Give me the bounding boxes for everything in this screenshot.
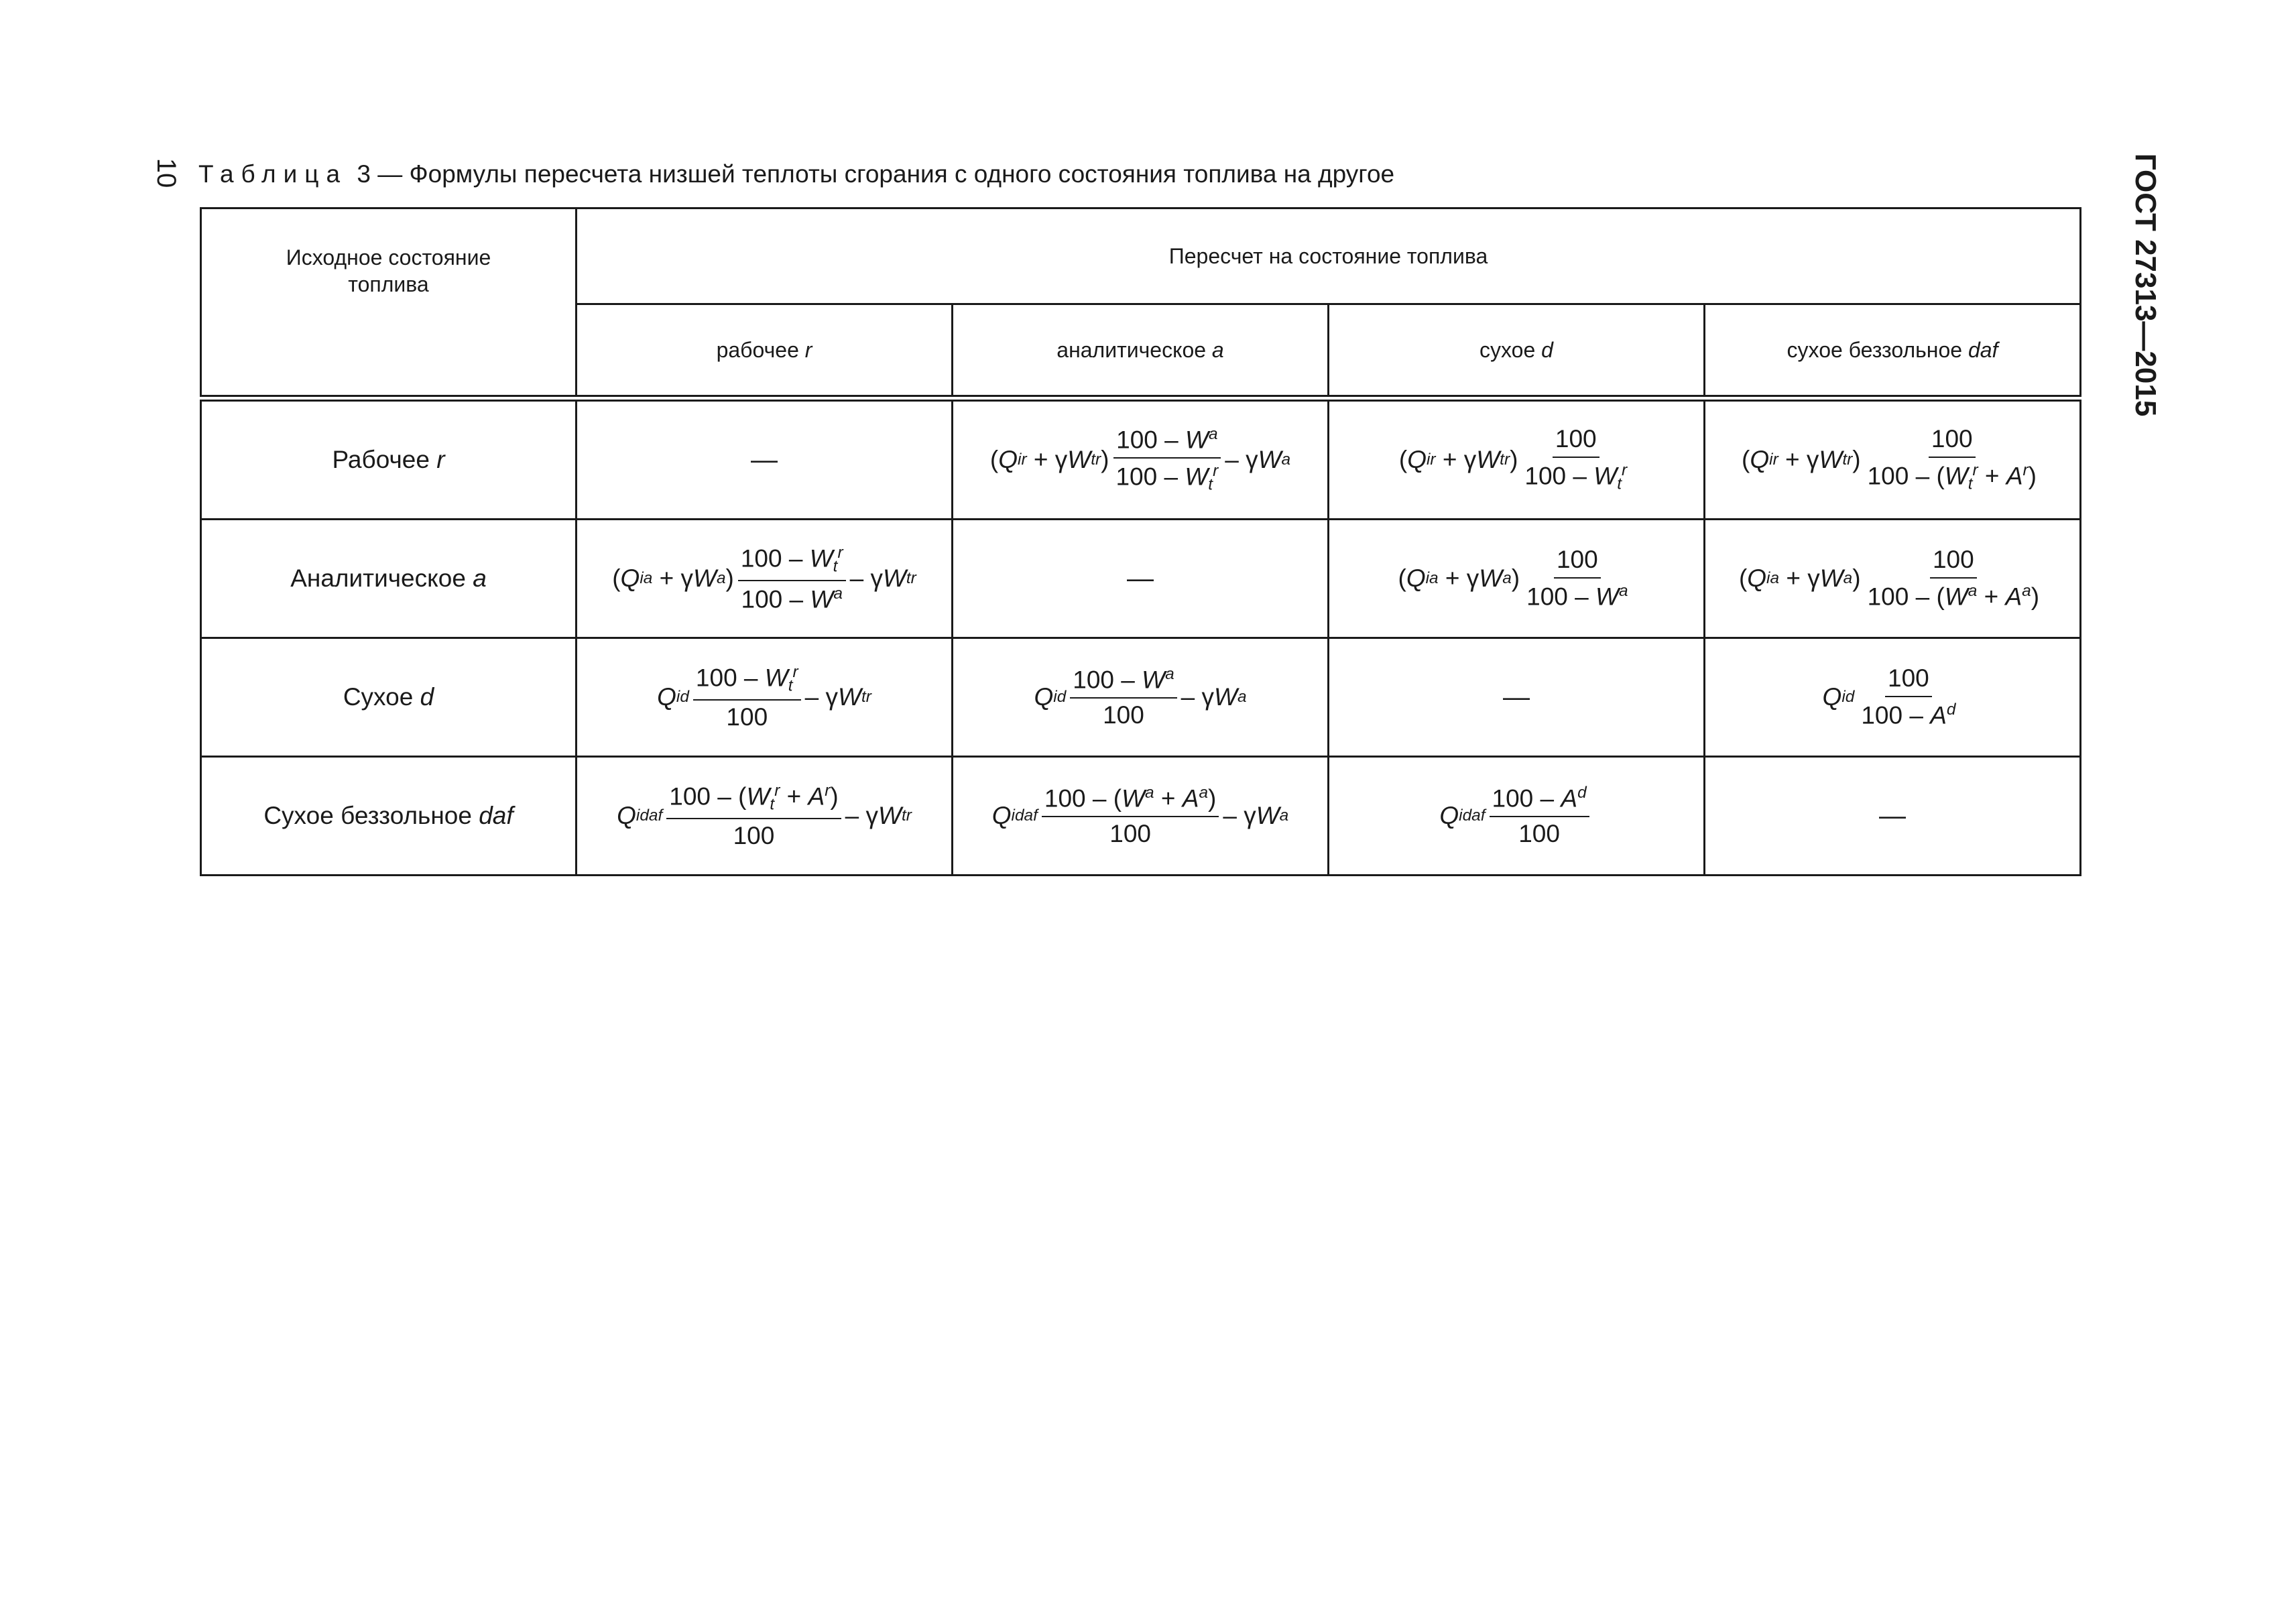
formula-d-to-a: Q i d $\frac{100 - W^a}{100}$ – γ W a [953, 638, 1329, 757]
standard-id: ГОСТ 27313—2015 [2129, 153, 2162, 417]
formula-daf-to-d: Q i daf $\frac{100 - A^d}{100}$ [1329, 757, 1705, 876]
column-header-r: рабочее r [577, 304, 953, 399]
formula-a-to-d: ( Q i a + γ W a ) $\frac{100}{100 - W^a}$ [1329, 520, 1705, 638]
column-header-a: аналитическое a [953, 304, 1329, 399]
row-header-r: Рабочее r [201, 398, 577, 520]
table-caption [198, 158, 1394, 190]
group-header: Пересчет на состояние топлива [577, 208, 2081, 304]
formula-daf-to-r: Q i daf $\frac{100 - (W_t^r + A^r)}{100}$ – γ W t r [577, 757, 953, 876]
cell-r-to-r: — [577, 398, 953, 520]
row-header-daf: Сухое беззольное daf [201, 757, 577, 876]
formula-table [200, 207, 2081, 876]
table-row [201, 638, 2081, 757]
formula-d-to-r: Q i d $\frac{100 - W_t^r}{100}$ – γ W t r [577, 638, 953, 757]
column-header-d: сухое d [1329, 304, 1705, 399]
formula-d-to-daf: Q i d $\frac{100}{100 - A^d}$ [1705, 638, 2081, 757]
formula-a-to-daf: ( Q i a + γ W a ) $\frac{100}{100 - (W^a + A^a)}$ [1705, 520, 2081, 638]
formula-r-to-daf: ( Q i r + γ W t r ) $\frac{100}{100 - (W_t^r + A^r)}$ [1705, 398, 2081, 520]
row-header-a: Аналитическое a [201, 520, 577, 638]
column-header-daf: сухое беззольное daf [1705, 304, 2081, 399]
formula-daf-to-a: Q i daf $\frac{100 - (W^a + A^a)}{100}$ – γ W a [953, 757, 1329, 876]
formula-r-to-a: ( Q i r + γ W t r ) $\frac{100 - W^a}{100 - W_t^r}$ – γ W a [953, 398, 1329, 520]
caption-number: 3 [357, 160, 371, 188]
row-header-d: Сухое d [201, 638, 577, 757]
cell-daf-to-daf: — [1705, 757, 2081, 876]
caption-text: — Формулы пересчета низшей теплоты сгорания с одного состояния топлива на другое [377, 160, 1395, 188]
cell-d-to-d: — [1329, 638, 1705, 757]
page-number: 10 [152, 158, 181, 188]
caption-label: Таблица [198, 160, 348, 188]
table-row [201, 398, 2081, 520]
formula-a-to-r: ( Q i a + γ W a ) $\frac{100 - W_t^r}{100 - W^a}$ – γ W t r [577, 520, 953, 638]
cell-a-to-a: — [953, 520, 1329, 638]
table-row [201, 757, 2081, 876]
table-row [201, 520, 2081, 638]
corner-header: Исходное состояние топлива [201, 208, 577, 399]
formula-r-to-d: ( Q i r + γ W t r ) $\frac{100}{100 - W_t^r}$ [1329, 398, 1705, 520]
